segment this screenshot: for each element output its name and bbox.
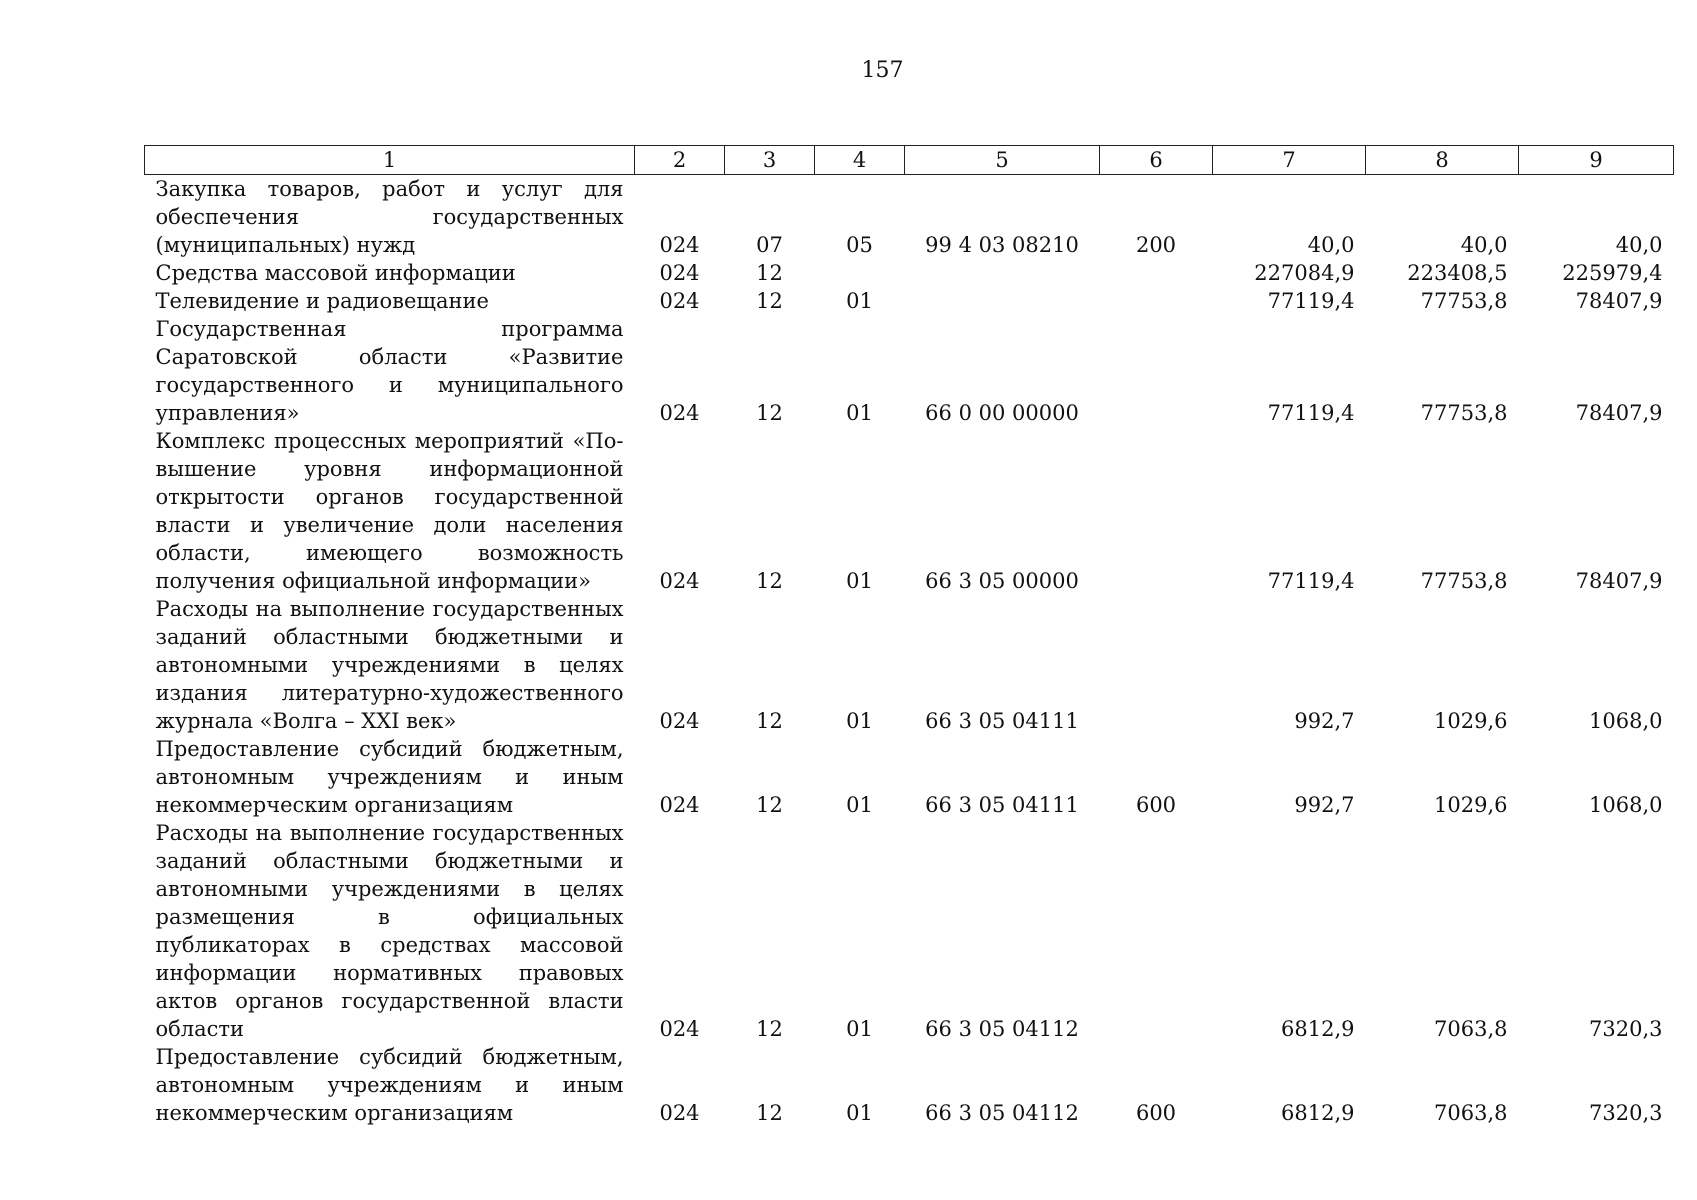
row-amount-col7: 6812,9 (1281, 1017, 1355, 1041)
row-expense-type: 600 (1135, 1101, 1177, 1125)
row-ministry-code: 024 (659, 709, 700, 733)
row-target-article (905, 259, 1100, 287)
row-amount-col7: 77119,4 (1267, 569, 1355, 593)
row-name: Средства массовой информации (155, 261, 516, 285)
column-header-2: 2 (635, 146, 725, 175)
row-amount-col7: 992,7 (1294, 709, 1355, 733)
row-section-code: 12 (756, 709, 783, 733)
row-subsection-code: 01 (846, 569, 873, 593)
row-section-code: 12 (756, 1101, 783, 1125)
row-ministry-code: 024 (659, 1017, 700, 1041)
table-row (145, 735, 1674, 819)
row-expense-type: 600 (1135, 793, 1177, 817)
row-name: Предоставление субсидий бюджетным, автономным учреждениям и иным некоммерческим организациям (155, 737, 624, 817)
row-expense-type (1100, 595, 1213, 735)
row-amount-col8: 7063,8 (1434, 1101, 1508, 1125)
row-amount-col7: 6812,9 (1281, 1101, 1355, 1125)
row-amount-col8: 77753,8 (1420, 401, 1508, 425)
row-ministry-code: 024 (659, 569, 700, 593)
row-target-article (905, 287, 1100, 315)
row-amount-col8: 77753,8 (1420, 569, 1508, 593)
row-subsection-code: 05 (846, 233, 873, 257)
row-section-code: 12 (756, 261, 783, 285)
row-expense-type (1100, 259, 1213, 287)
row-name: Телевидение и радиовещание (155, 289, 489, 313)
row-section-code: 07 (756, 233, 783, 257)
row-target-article: 66 3 05 04111 (925, 793, 1079, 817)
column-header-9: 9 (1519, 146, 1674, 175)
row-subsection-code: 01 (846, 709, 873, 733)
row-amount-col8: 1029,6 (1434, 793, 1508, 817)
row-amount-col8: 40,0 (1460, 233, 1508, 257)
row-ministry-code: 024 (659, 1101, 700, 1125)
row-amount-col9: 78407,9 (1575, 401, 1663, 425)
table-row (145, 287, 1674, 315)
row-target-article: 66 3 05 04112 (925, 1017, 1079, 1041)
column-header-5: 5 (905, 146, 1100, 175)
row-name: Расходы на выполнение государственных заданий областными бюджетными и автономными учреждениями в целях размещения в официальных публикаторах в средствах массовой информации нормативных правовых актов органов государственной власти области (155, 821, 624, 1041)
row-amount-col9: 7320,3 (1589, 1101, 1663, 1125)
row-section-code: 12 (756, 401, 783, 425)
table-row (145, 315, 1674, 427)
table-row (145, 175, 1674, 260)
row-subsection-code (815, 259, 905, 287)
page-number: 157 (861, 58, 904, 83)
row-subsection-code: 01 (846, 289, 873, 313)
row-ministry-code: 024 (659, 233, 700, 257)
row-ministry-code: 024 (659, 793, 700, 817)
row-section-code: 12 (756, 793, 783, 817)
row-target-article: 66 3 05 04112 (925, 1101, 1079, 1125)
row-name: Комплекс процессных мероприятий «Повышение уровня информационной открытости органов государственной власти и увеличение доли населения области, имеющего возможность получения официальной информации» (155, 429, 624, 593)
row-expense-type: 200 (1135, 233, 1177, 257)
row-amount-col9: 1068,0 (1589, 793, 1663, 817)
row-amount-col7: 77119,4 (1267, 401, 1355, 425)
header-row (145, 146, 1674, 175)
row-amount-col9: 7320,3 (1589, 1017, 1663, 1041)
row-amount-col9: 78407,9 (1575, 569, 1663, 593)
row-name: Расходы на выполнение государственных заданий областными бюджетными и автономными учреждениями в целях издания литературно-художественного журнала «Волга – XXI век» (155, 597, 624, 733)
column-header-6: 6 (1100, 146, 1213, 175)
row-target-article: 66 3 05 00000 (925, 569, 1079, 593)
row-ministry-code: 024 (659, 401, 700, 425)
column-header-1: 1 (145, 146, 635, 175)
row-amount-col7: 992,7 (1294, 793, 1355, 817)
row-amount-col7: 227084,9 (1254, 261, 1355, 285)
column-header-4: 4 (815, 146, 905, 175)
row-amount-col8: 223408,5 (1407, 261, 1508, 285)
row-amount-col8: 1029,6 (1434, 709, 1508, 733)
column-header-8: 8 (1366, 146, 1519, 175)
table-row (145, 427, 1674, 595)
table-row (145, 595, 1674, 735)
row-expense-type (1100, 427, 1213, 595)
row-name: Закупка товаров, работ и услуг для обеспечения государственных (муниципальных) нужд (155, 177, 624, 257)
table-header (145, 146, 1674, 175)
row-ministry-code: 024 (659, 261, 700, 285)
table-row (145, 1043, 1674, 1127)
row-section-code: 12 (756, 569, 783, 593)
table-row (145, 819, 1674, 1043)
row-expense-type (1100, 819, 1213, 1043)
row-amount-col8: 7063,8 (1434, 1017, 1508, 1041)
column-header-7: 7 (1213, 146, 1366, 175)
row-ministry-code: 024 (659, 289, 700, 313)
row-expense-type (1100, 287, 1213, 315)
row-subsection-code: 01 (846, 793, 873, 817)
row-expense-type (1100, 315, 1213, 427)
column-header-3: 3 (725, 146, 815, 175)
table-row (145, 259, 1674, 287)
row-target-article: 66 3 05 04111 (925, 709, 1079, 733)
budget-table (144, 145, 1674, 1127)
row-amount-col9: 1068,0 (1589, 709, 1663, 733)
row-name: Государственная программа Саратовской области «Развитие государственного и муниципального управления» (155, 317, 624, 425)
row-section-code: 12 (756, 289, 783, 313)
row-amount-col9: 40,0 (1615, 233, 1663, 257)
row-amount-col8: 77753,8 (1420, 289, 1508, 313)
row-section-code: 12 (756, 1017, 783, 1041)
row-subsection-code: 01 (846, 1017, 873, 1041)
row-name: Предоставление субсидий бюджетным, автономным учреждениям и иным некоммерческим организациям (155, 1045, 624, 1125)
row-amount-col9: 78407,9 (1575, 289, 1663, 313)
row-amount-col7: 40,0 (1307, 233, 1355, 257)
row-amount-col9: 225979,4 (1562, 261, 1663, 285)
row-subsection-code: 01 (846, 1101, 873, 1125)
row-target-article: 99 4 03 08210 (925, 233, 1079, 257)
row-subsection-code: 01 (846, 401, 873, 425)
row-target-article: 66 0 00 00000 (925, 401, 1079, 425)
row-amount-col7: 77119,4 (1267, 289, 1355, 313)
table-body (145, 175, 1674, 1128)
